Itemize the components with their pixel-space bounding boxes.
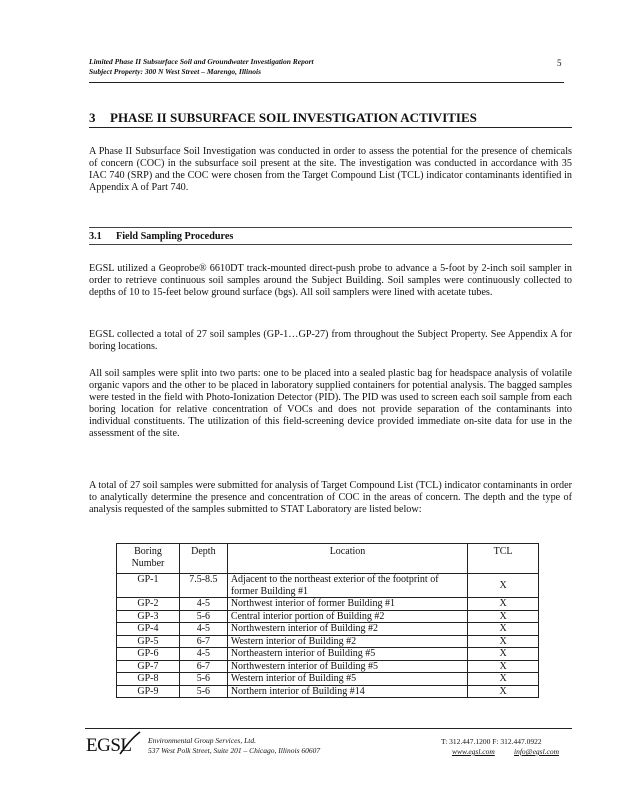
footer-phone: T: 312.447.1200 F: 312.447.0922 xyxy=(441,737,542,746)
cell-boring: GP-4 xyxy=(117,623,180,636)
subsection-divider-bottom xyxy=(89,244,572,245)
cell-boring: GP-5 xyxy=(117,635,180,648)
table-row xyxy=(117,610,539,623)
cell-boring: GP-6 xyxy=(117,648,180,661)
cell-boring: GP-9 xyxy=(117,685,180,698)
cell-location: Western interior of Building #2 xyxy=(227,635,467,648)
cell-tcl: X xyxy=(468,598,539,611)
logo-swoosh-icon xyxy=(118,730,142,756)
cell-depth: 4-5 xyxy=(179,598,227,611)
header-tcl: TCL xyxy=(468,544,539,574)
section-divider xyxy=(89,127,572,128)
cell-depth: 4-5 xyxy=(179,648,227,661)
cell-tcl: X xyxy=(468,574,539,598)
table-row xyxy=(117,623,539,636)
running-header-title: Limited Phase II Subsurface Soil and Groundwater Investigation Report xyxy=(89,57,314,66)
footer-address: 537 West Polk Street, Suite 201 – Chicago, Illinois 60607 xyxy=(148,746,321,755)
paragraph-geoprobe: EGSL utilized a Geoprobe® 6610DT track-mounted direct-push probe to advance a 5-foot by 2-inch soil sampler in order to retrieve continuous soil samples around the Subject Building. Soil samples were continuously collected to depths of 10 to 15-feet below ground surface (bgs). All soil samplers were lined with acetate tubes. xyxy=(89,263,572,298)
section-heading xyxy=(89,110,477,126)
section-title: PHASE II SUBSURFACE SOIL INVESTIGATION ACTIVITIES xyxy=(110,110,477,125)
header-depth: Depth xyxy=(179,544,227,574)
cell-depth: 5-6 xyxy=(179,673,227,686)
subsection-divider-top xyxy=(89,227,572,228)
cell-location: Northern interior of Building #14 xyxy=(227,685,467,698)
cell-boring: GP-7 xyxy=(117,660,180,673)
cell-depth: 5-6 xyxy=(179,685,227,698)
table-row xyxy=(117,660,539,673)
table-row xyxy=(117,635,539,648)
cell-location: Northwestern interior of Building #5 xyxy=(227,660,467,673)
cell-location: Northwest interior of former Building #1 xyxy=(227,598,467,611)
subsection-heading xyxy=(89,231,233,242)
cell-tcl: X xyxy=(468,623,539,636)
cell-depth: 7.5-8.5 xyxy=(179,574,227,598)
subsection-title: Field Sampling Procedures xyxy=(116,231,234,242)
cell-location: Western interior of Building #5 xyxy=(227,673,467,686)
cell-location: Northwestern interior of Building #2 xyxy=(227,623,467,636)
cell-depth: 6-7 xyxy=(179,660,227,673)
cell-depth: 4-5 xyxy=(179,623,227,636)
paragraph-analysis: A total of 27 soil samples were submitted for analysis of Target Compound List (TCL) indicator contaminants in order to analytically determine the presence and concentration of COC in the areas of concern. The depth and the type of analysis requested of the samples submitted to STAT Laboratory are listed below: xyxy=(89,480,572,515)
cell-depth: 6-7 xyxy=(179,635,227,648)
cell-boring: GP-1 xyxy=(117,574,180,598)
cell-depth: 5-6 xyxy=(179,610,227,623)
egsl-logo: EGSL xyxy=(86,735,132,756)
footer-email-link[interactable]: info@egsl.com xyxy=(514,747,560,756)
cell-tcl: X xyxy=(468,673,539,686)
paragraph-split-samples: All soil samples were split into two parts: one to be placed into a sealed plastic bag for headspace analysis of volatile organic vapors and the other to be placed in laboratory supplied containers for potential analysis. The bagged samples were tested in the field with Photo-Ionization Detector (PID). The PID was used to screen each soil sample from each boring location for relative concentration of VOCs and does not provide separation of the contaminants into individual constituents. The utilization of this field-screening device provided immediate on-site data for use in the assessment of the site. xyxy=(89,368,572,439)
running-header-property: Subject Property: 300 N West Street – Marengo, Illinois xyxy=(89,67,262,76)
page-number: 5 xyxy=(557,58,562,68)
subsection-number: 3.1 xyxy=(89,231,102,242)
cell-location: Central interior portion of Building #2 xyxy=(227,610,467,623)
section-intro-paragraph: A Phase II Subsurface Soil Investigation was conducted in order to assess the potential for the presence of chemicals of concern (COC) in the subsurface soil present at the site. The investigation was conducted in accordance with 35 IAC 740 (SRP) and the COC were chosen from the Target Compound List (TCL) indicator contaminants identified in Appendix A of Part 740. xyxy=(89,146,572,193)
cell-tcl: X xyxy=(468,685,539,698)
footer-divider xyxy=(85,728,572,729)
table-row xyxy=(117,598,539,611)
cell-tcl: X xyxy=(468,635,539,648)
cell-boring: GP-3 xyxy=(117,610,180,623)
footer-company: Environmental Group Services, Ltd. xyxy=(148,736,256,745)
paragraph-sample-count: EGSL collected a total of 27 soil samples (GP-1…GP-27) from throughout the Subject Property. See Appendix A for boring locations. xyxy=(89,329,572,352)
cell-tcl: X xyxy=(468,660,539,673)
boring-samples-table xyxy=(116,543,539,698)
table-row xyxy=(117,685,539,698)
cell-tcl: X xyxy=(468,648,539,661)
cell-tcl: X xyxy=(468,610,539,623)
cell-boring: GP-8 xyxy=(117,673,180,686)
table-row xyxy=(117,673,539,686)
cell-location: Northeastern interior of Building #5 xyxy=(227,648,467,661)
cell-boring: GP-2 xyxy=(117,598,180,611)
cell-location: Adjacent to the northeast exterior of the footprint of former Building #1 xyxy=(227,574,467,598)
header-location: Location xyxy=(227,544,467,574)
section-number: 3 xyxy=(89,110,96,125)
table-row xyxy=(117,648,539,661)
footer-website-link[interactable]: www.egsl.com xyxy=(452,747,495,756)
header-divider xyxy=(89,82,564,83)
table-header-row xyxy=(117,544,539,574)
header-boring-number: Boring Number xyxy=(117,544,180,574)
table-row xyxy=(117,574,539,598)
